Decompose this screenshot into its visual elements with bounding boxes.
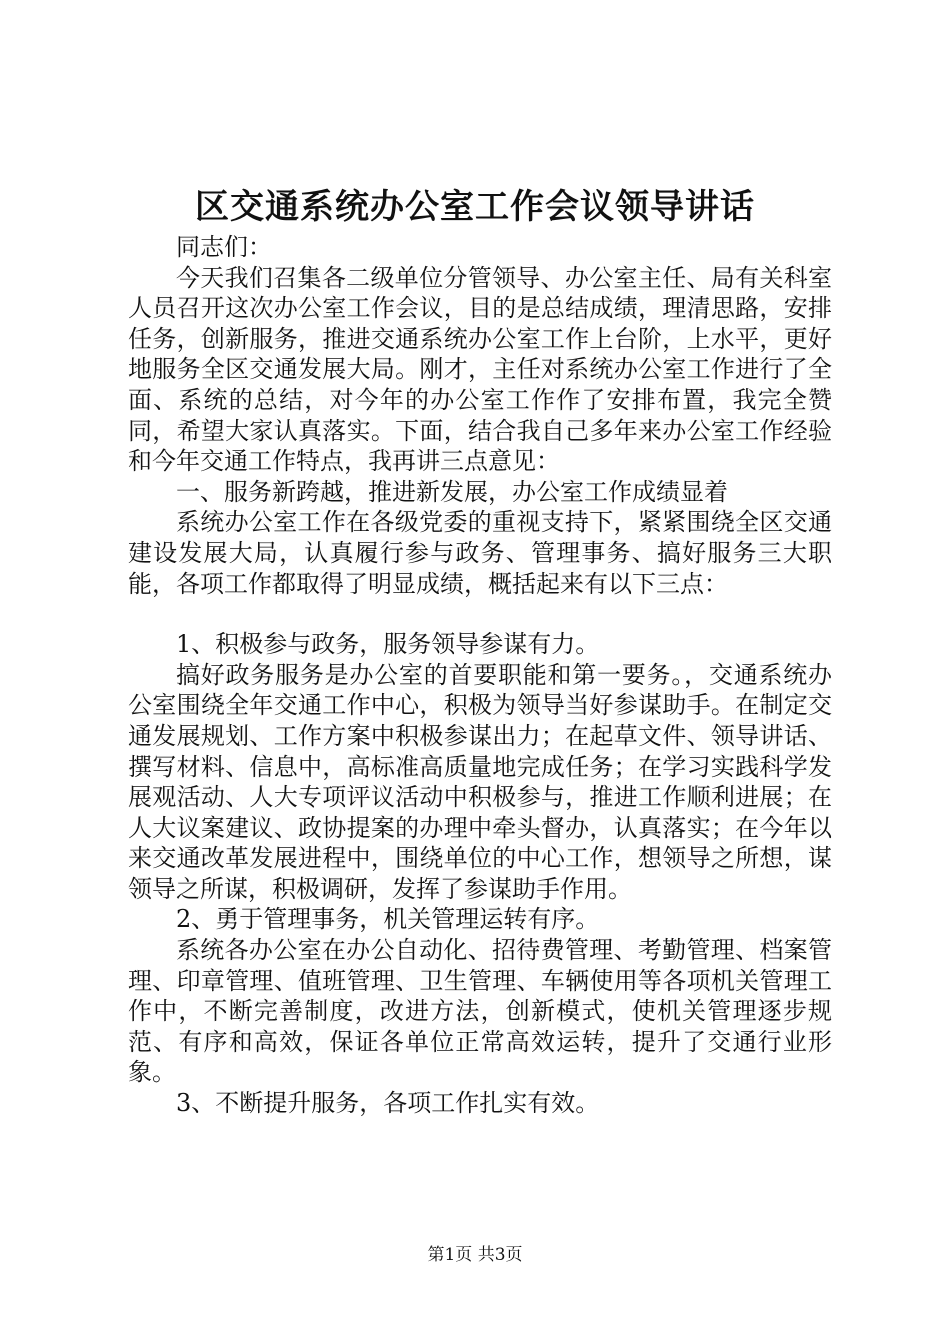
page-number: 第1页 共3页 <box>427 1245 523 1265</box>
paragraph-subheading-2: 系统各办公室在办公自动化、招待费管理、考勤管理、档案管理、印章管理、值班管理、卫生管理、车辆使用等各项机关管理工作中，不断完善制度，改进方法，创新模式，使机关管理逐步规范、有序和高效，保证各单位正常高效运转，提升了交通行业形象。 <box>128 936 832 1087</box>
paragraph-intro: 今天我们召集各二级单位分管领导、办公室主任、局有关科室人员召开这次办公室工作会议，目的是总结成绩，理清思路，安排任务，创新服务，推进交通系统办公室工作上台阶，上水平，更好地服务全区交通发展大局。刚才，主任对系统办公室工作进行了全面、系统的总结，对今年的办公室工作作了安排布置，我完全赞同，希望大家认真落实。下面，结合我自己多年来办公室工作经验和今年交通工作特点，我再讲三点意见： <box>128 263 832 476</box>
paragraph-section-1: 系统办公室工作在各级党委的重视支持下，紧紧围绕全区交通建设发展大局，认真履行参与政务、管理事务、搞好服务三大职能，各项工作都取得了明显成绩，概括起来有以下三点： <box>128 508 832 598</box>
subheading-1: 1、积极参与政务，服务领导参谋有力。 <box>176 630 600 659</box>
subheading-3: 3、不断提升服务，各项工作扎实有效。 <box>176 1089 600 1118</box>
paragraph-subheading-1: 搞好政务服务是办公室的首要职能和第一要务。，交通系统办公室围绕全年交通工作中心，积极为领导当好参谋助手。在制定交通发展规划、工作方案中积极参谋出力；在起草文件、领导讲话、撰写材料、信息中，高标准高质量地完成任务；在学习实践科学发展观活动、人大专项评议活动中积极参与，推进工作顺利进展；在人大议案建议、政协提案的办理中牵头督办，认真落实；在今年以来交通改革发展进程中，围绕单位的中心工作，想领导之所想，谋领导之所谋，积极调研，发挥了参谋助手作用。 <box>128 660 832 903</box>
salutation: 同志们： <box>176 233 272 261</box>
document-title: 区交通系统办公室工作会议领导讲话 <box>195 187 755 227</box>
document-body <box>128 232 832 1119</box>
subheading-2: 2、勇于管理事务，机关管理运转有序。 <box>176 905 600 934</box>
section-heading-1: 一、服务新跨越，推进新发展，办公室工作成绩显着 <box>176 477 728 506</box>
